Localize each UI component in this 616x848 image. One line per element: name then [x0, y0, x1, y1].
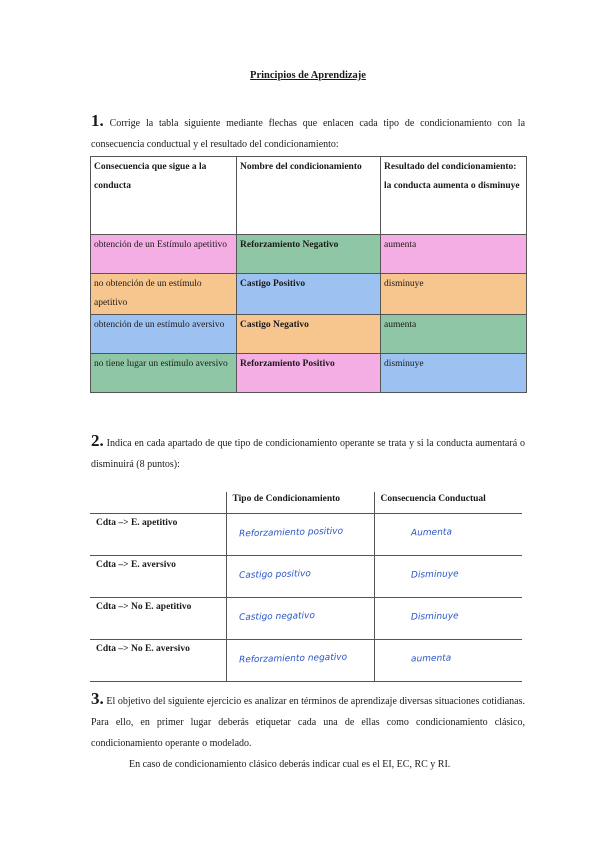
cell-consecuencia: obtención de un estímulo aversivo [91, 315, 237, 354]
row-label: Cdta –> No E. aversivo [90, 640, 226, 682]
question-1 [91, 110, 525, 155]
table-row [91, 274, 527, 315]
question-1-number: 1. [91, 111, 104, 130]
header-nombre: Nombre del condicionamiento [237, 157, 381, 235]
cell-consecuencia: no obtención de un estímulo apetitivo [91, 274, 237, 315]
question-3 [91, 688, 525, 775]
header-empty [90, 492, 226, 514]
question-3-text-2: En caso de condicionamiento clásico deberás indicar cual es el EI, EC, RC y RI. [129, 759, 451, 770]
header-tipo: Tipo de Condicionamiento [226, 492, 374, 514]
page-title: Principios de Aprendizaje [250, 70, 366, 81]
header-resultado: Resultado del condicionamiento: la conducta aumenta o disminuye [381, 157, 527, 235]
table-header-row [91, 157, 527, 235]
conditioning-table [90, 156, 527, 393]
cell-nombre: Reforzamiento Negativo [237, 235, 381, 274]
question-2-number: 2. [91, 431, 104, 450]
table-row [90, 598, 522, 640]
row-label: Cdta –> No E. apetitivo [90, 598, 226, 640]
handwritten-answer: Disminuye [410, 569, 459, 581]
question-2 [91, 430, 525, 475]
cell-nombre: Castigo Positivo [237, 274, 381, 315]
table-row [91, 235, 527, 274]
question-3-text: El objetivo del siguiente ejercicio es analizar en términos de aprendizaje diversas situaciones cotidianas. Para ello, en primer lugar deberás etiquetar cada una de ellas como condicionamiento clásico, condicionamiento operante o modelado. [91, 696, 525, 749]
header-consecuencia: Consecuencia que sigue a la conducta [91, 157, 237, 235]
cell-resultado: aumenta [381, 315, 527, 354]
row-label: Cdta –> E. aversivo [90, 556, 226, 598]
cell-consecuencia: no tiene lugar un estímulo aversivo [91, 354, 237, 393]
row-label: Cdta –> E. apetitivo [90, 514, 226, 556]
operant-table [90, 492, 522, 682]
table-header-row [90, 492, 522, 514]
cell-consecuencia: obtención de un Estímulo apetitivo [91, 235, 237, 274]
handwritten-answer: Aumenta [410, 527, 452, 539]
cell-nombre: Castigo Negativo [237, 315, 381, 354]
cell-resultado: disminuye [381, 354, 527, 393]
header-consecuencia-conductual: Consecuencia Conductual [374, 492, 522, 514]
table-row [91, 354, 527, 393]
question-2-text: Indica en cada apartado de que tipo de condicionamiento operante se trata y si la conducta aumentará o disminuirá (8 puntos): [91, 438, 525, 470]
table-row [91, 315, 527, 354]
table-row [90, 514, 522, 556]
table-row [90, 556, 522, 598]
cell-resultado: aumenta [381, 235, 527, 274]
cell-nombre: Reforzamiento Positivo [237, 354, 381, 393]
handwritten-answer: Castigo positivo [238, 569, 311, 581]
handwritten-answer: aumenta [410, 653, 451, 665]
table-row [90, 640, 522, 682]
handwritten-answer: Castigo negativo [238, 611, 315, 623]
handwritten-answer: Reforzamiento negativo [238, 652, 347, 666]
question-1-text: Corrige la tabla siguiente mediante flechas que enlacen cada tipo de condicionamiento con la consecuencia conductual y el resultado del condicionamiento: [91, 118, 526, 150]
handwritten-answer: Reforzamiento positivo [238, 526, 343, 540]
handwritten-answer: Disminuye [410, 611, 459, 623]
question-3-number: 3. [91, 689, 104, 708]
cell-resultado: disminuye [381, 274, 527, 315]
